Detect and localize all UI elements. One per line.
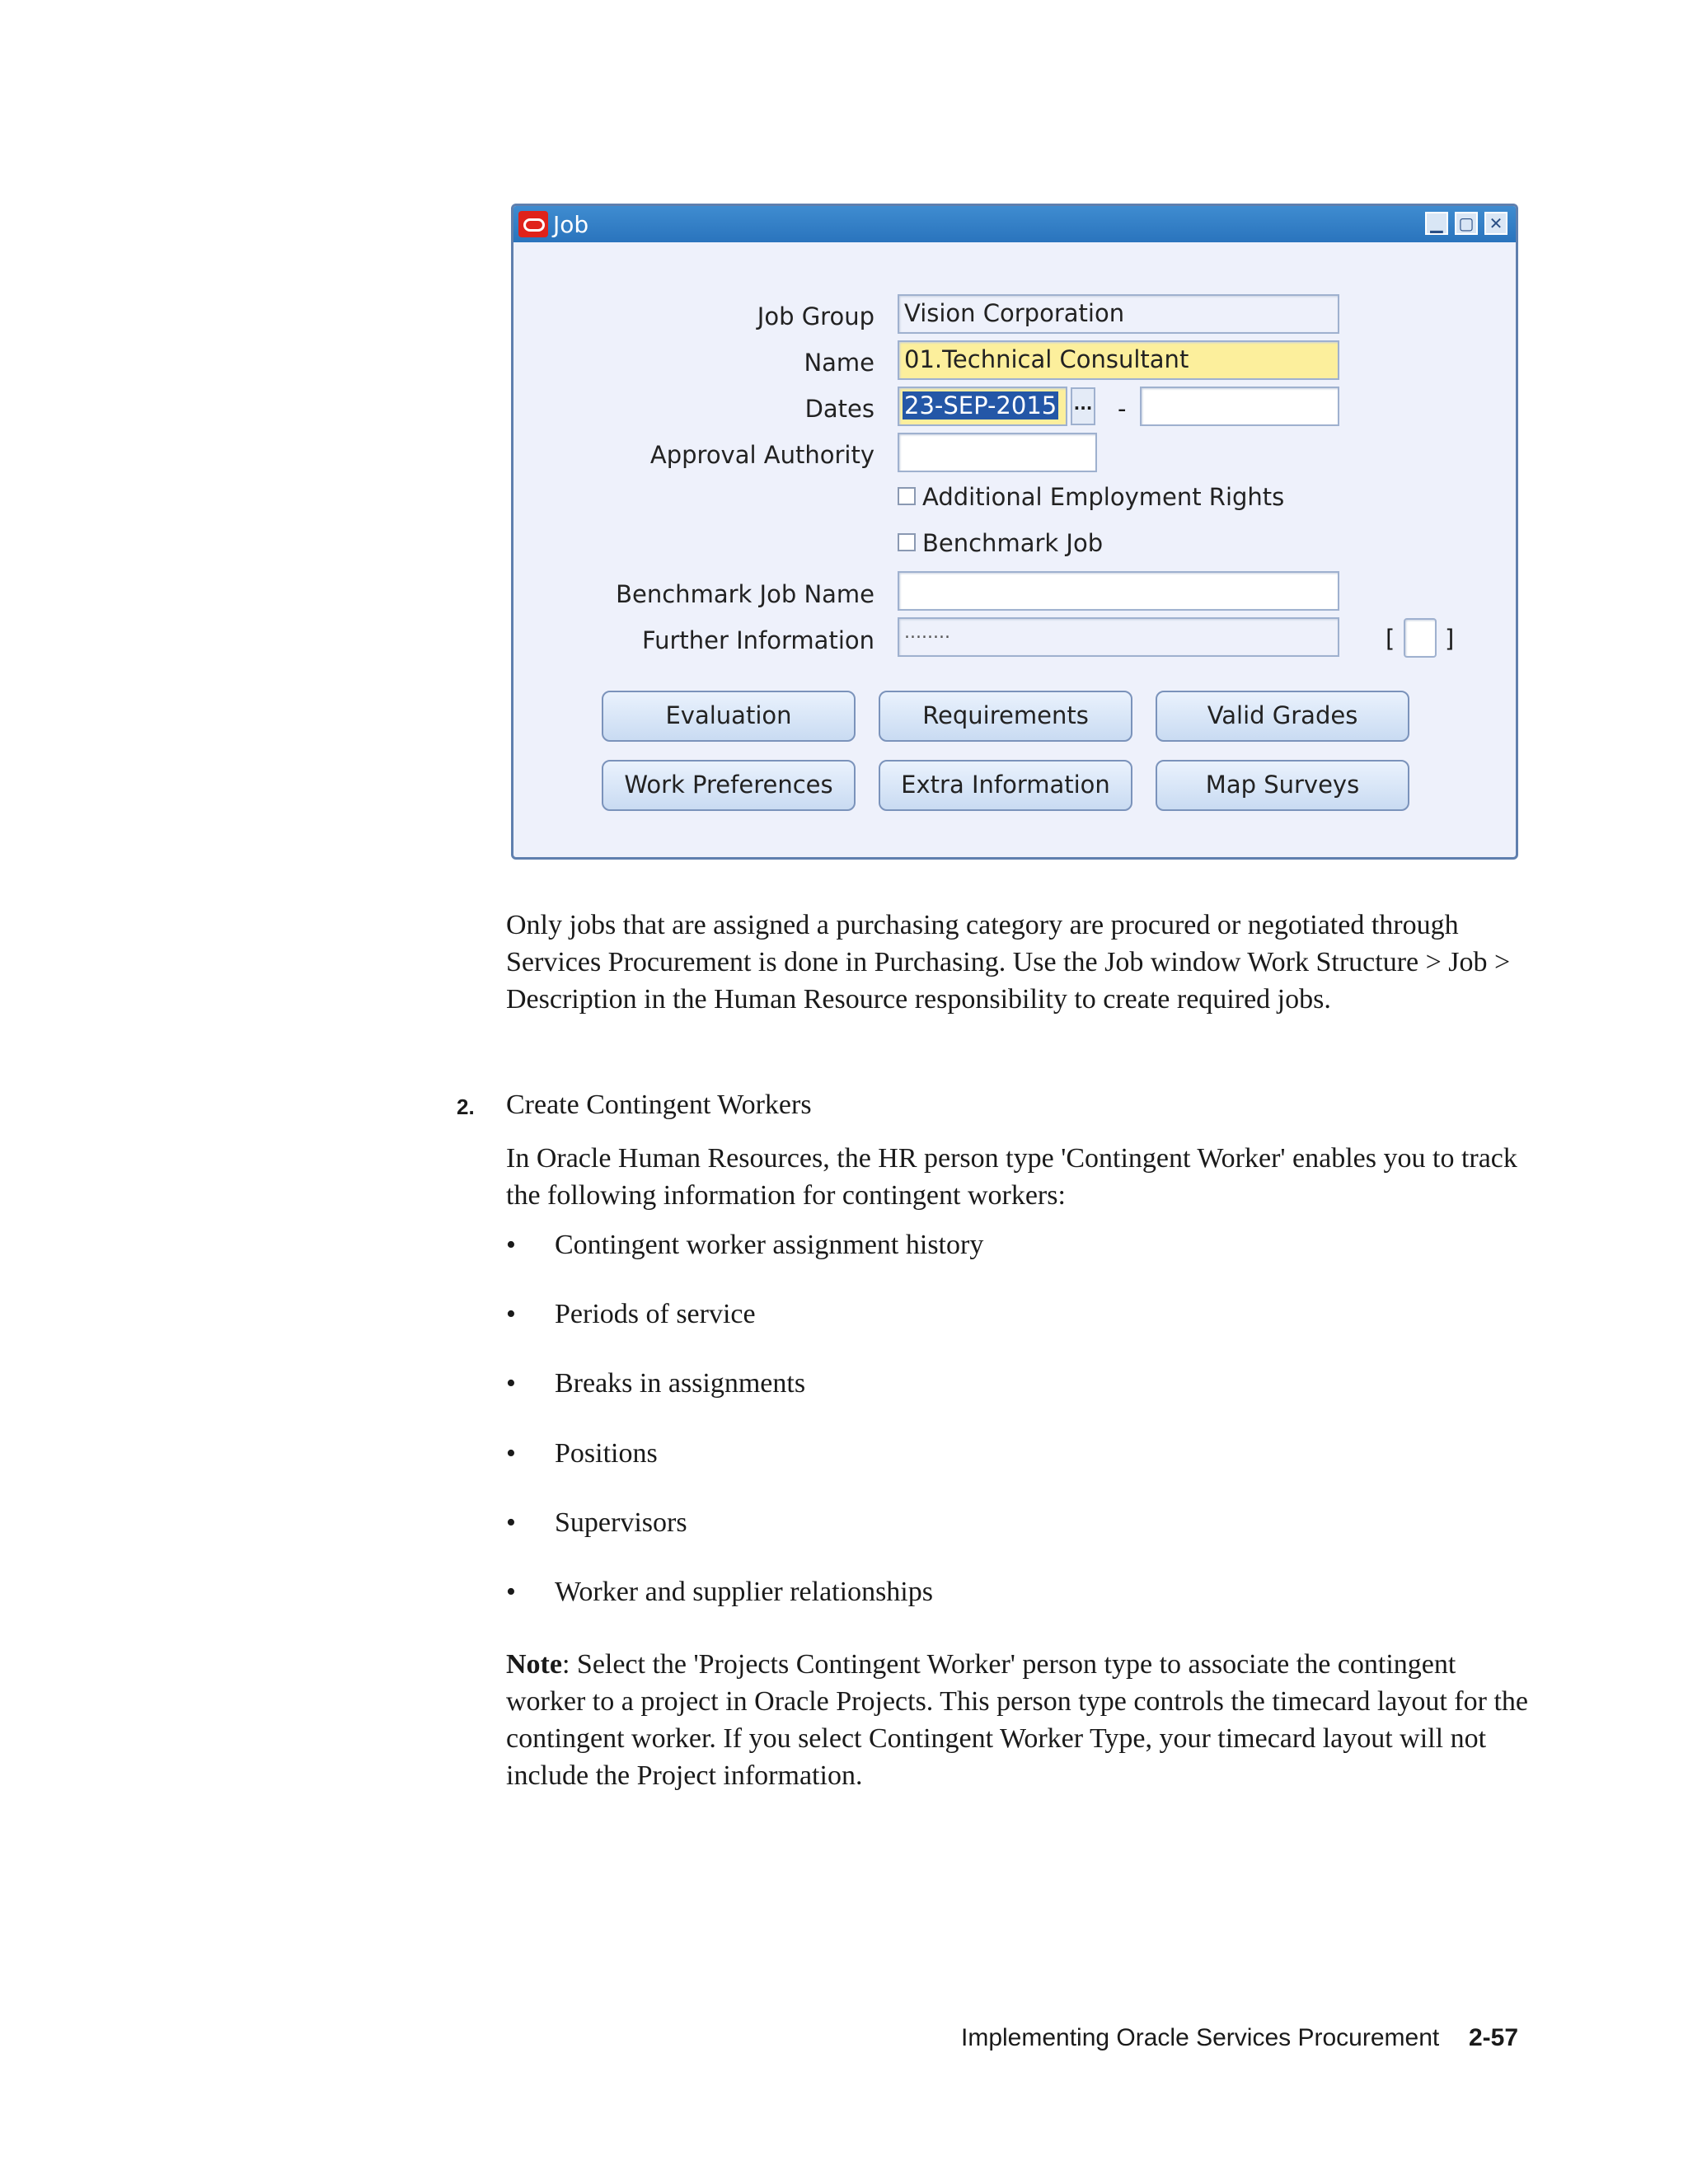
note-text: : Select the 'Projects Contingent Worker' person type to associate the contingent worker to a project in Oracle Projects. This person type controls the timecard layout for the contingent worker. If you select Contingent Worker Type, your timecard layout will not include the Project information. xyxy=(506,1649,1528,1791)
descriptive-flexfield-field[interactable] xyxy=(1404,618,1437,658)
note-paragraph xyxy=(506,1646,1528,1794)
list-item: Positions xyxy=(555,1438,658,1469)
benchmark-job-name-label: Benchmark Job Name xyxy=(616,580,874,608)
dff-bracket-open: [ xyxy=(1386,625,1395,653)
step-title: Create Contingent Workers xyxy=(506,1090,812,1120)
footer-title: Implementing Oracle Services Procurement xyxy=(961,2024,1440,2051)
window-title: Job xyxy=(553,211,589,238)
list-item: Contingent worker assignment history xyxy=(555,1230,984,1260)
bullet-icon: • xyxy=(506,1230,516,1260)
step-number: 2. xyxy=(457,1094,475,1119)
date-lov-button[interactable]: ... xyxy=(1071,387,1095,425)
further-information-field[interactable]: ........ xyxy=(898,617,1339,657)
benchmark-job-label: Benchmark Job xyxy=(922,529,1104,557)
note-label: Note xyxy=(506,1649,562,1680)
approval-authority-field[interactable] xyxy=(898,433,1097,472)
minimize-icon[interactable]: ▁ xyxy=(1425,212,1448,235)
bullet-icon: • xyxy=(506,1438,516,1469)
date-to-field[interactable] xyxy=(1140,387,1339,426)
oracle-logo-icon xyxy=(518,211,548,237)
window-titlebar[interactable] xyxy=(513,206,1516,242)
extra-information-button[interactable]: Extra Information xyxy=(879,760,1132,811)
bullet-icon: • xyxy=(506,1299,516,1329)
list-item: Periods of service xyxy=(555,1299,756,1329)
map-surveys-button[interactable]: Map Surveys xyxy=(1156,760,1409,811)
job-group-field[interactable]: Vision Corporation xyxy=(898,294,1339,334)
paragraph-contingent: In Oracle Human Resources, the HR person type 'Contingent Worker' enables you to track the following information for contingent workers: xyxy=(506,1143,1517,1211)
maximize-icon[interactable]: ▢ xyxy=(1455,212,1478,235)
bullet-icon: • xyxy=(506,1368,516,1399)
dates-separator: - xyxy=(1118,395,1127,423)
list-item: Supervisors xyxy=(555,1507,687,1538)
date-from-value: 23-SEP-2015 xyxy=(904,391,1057,419)
benchmark-job-name-field[interactable] xyxy=(898,571,1339,611)
benchmark-job-checkbox[interactable] xyxy=(898,533,916,551)
job-window xyxy=(511,204,1518,860)
dff-bracket-close: ] xyxy=(1445,625,1455,653)
evaluation-button[interactable]: Evaluation xyxy=(602,691,856,742)
list-item: Breaks in assignments xyxy=(555,1368,806,1399)
date-from-field[interactable] xyxy=(898,387,1067,426)
name-label: Name xyxy=(804,349,874,377)
close-icon[interactable]: ✕ xyxy=(1484,212,1507,235)
bullet-icon: • xyxy=(506,1577,516,1607)
page-number: 2-57 xyxy=(1469,2024,1519,2051)
additional-employment-rights-checkbox[interactable] xyxy=(898,487,916,505)
list-item: Worker and supplier relationships xyxy=(555,1577,933,1607)
bullet-icon: • xyxy=(506,1507,516,1538)
approval-authority-label: Approval Authority xyxy=(649,441,874,469)
name-field[interactable]: 01.Technical Consultant xyxy=(898,340,1339,380)
valid-grades-button[interactable]: Valid Grades xyxy=(1156,691,1409,742)
work-preferences-button[interactable]: Work Preferences xyxy=(602,760,856,811)
dates-label: Dates xyxy=(804,395,874,423)
job-group-label: Job Group xyxy=(757,302,874,330)
paragraph-jobs: Only jobs that are assigned a purchasing category are procured or negotiated through Services Procurement is done in Purchasing. Use the Job window Work Structure > Job > Description in the Human Resource responsibility to create required jobs. xyxy=(506,910,1511,1015)
further-information-label: Further Information xyxy=(642,626,874,654)
requirements-button[interactable]: Requirements xyxy=(879,691,1132,742)
additional-employment-rights-label: Additional Employment Rights xyxy=(922,483,1285,511)
